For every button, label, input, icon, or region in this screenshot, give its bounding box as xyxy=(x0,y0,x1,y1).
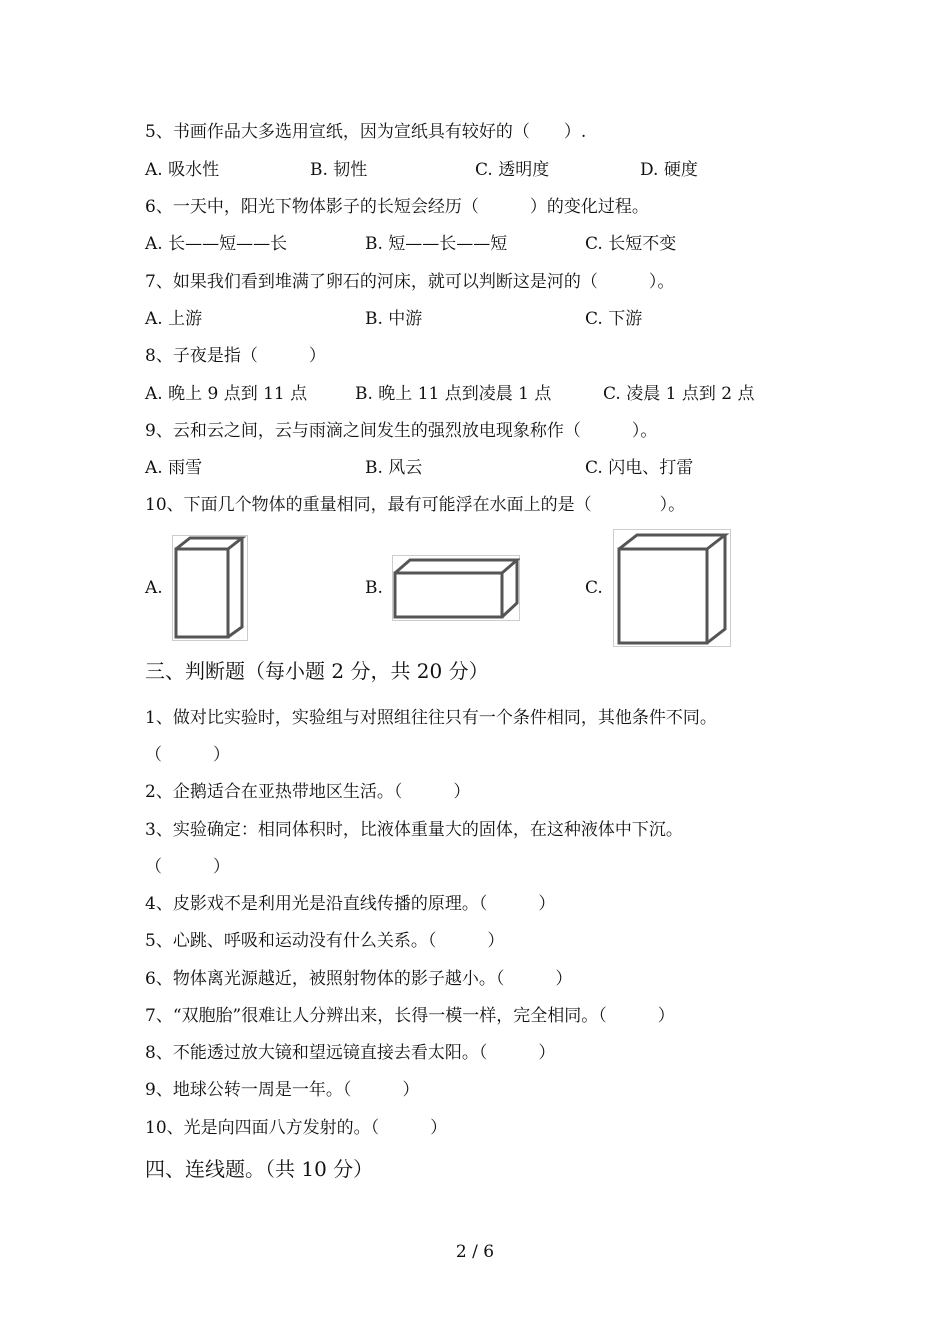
judge-item-10: 10、光是向四面八方发射的。（ ） xyxy=(145,1118,448,1138)
judge-item-7: 7、“双胞胎”很难让人分辨出来，长得一模一样，完全相同。（ ） xyxy=(145,1006,675,1026)
q10-option-a: A. xyxy=(145,578,163,598)
judge-item-3-blank: （ ） xyxy=(145,857,230,877)
judge-item-3: 3、实验确定：相同体积时，比液体重量大的固体，在这种液体中下沉。 xyxy=(145,820,683,840)
tall-box-figure xyxy=(172,535,248,641)
judge-item-9: 9、地球公转一周是一年。（ ） xyxy=(145,1080,420,1100)
judge-item-5: 5、心跳、呼吸和运动没有什么关系。（ ） xyxy=(145,931,505,951)
cube-figure xyxy=(613,529,731,647)
page-number: 2 / 6 xyxy=(455,1242,495,1262)
q8-option-b: B. 晚上 11 点到凌晨 1 点 xyxy=(355,384,552,404)
question-9: 9、云和云之间，云与雨滴之间发生的强烈放电现象称作（ ）。 xyxy=(145,421,658,441)
q7-option-b: B. 中游 xyxy=(365,309,423,329)
q9-option-b: B. 风云 xyxy=(365,458,423,478)
question-5: 5、书画作品大多选用宣纸，因为宣纸具有较好的（ ）. xyxy=(145,122,587,142)
long-flat-box-figure xyxy=(392,555,520,621)
q7-option-c: C. 下游 xyxy=(585,309,643,329)
judge-item-6: 6、物体离光源越近，被照射物体的影子越小。（ ） xyxy=(145,969,573,989)
q7-option-a: A. 上游 xyxy=(145,309,203,329)
q9-option-c: C. 闪电、打雷 xyxy=(585,458,694,478)
question-6: 6、一天中，阳光下物体影子的长短会经历（ ）的变化过程。 xyxy=(145,197,649,217)
q10-option-c: C. xyxy=(585,578,603,598)
judge-item-1-blank: （ ） xyxy=(145,745,230,765)
section-4-title: 四、连线题。（共 10 分） xyxy=(145,1157,374,1181)
q9-option-a: A. 雨雪 xyxy=(145,458,203,478)
section-3-title: 三、判断题（每小题 2 分，共 20 分） xyxy=(145,659,489,683)
q5-option-b: B. 韧性 xyxy=(310,160,368,180)
judge-item-1: 1、做对比实验时，实验组与对照组往往只有一个条件相同，其他条件不同。 xyxy=(145,708,717,728)
judge-item-8: 8、不能透过放大镜和望远镜直接去看太阳。（ ） xyxy=(145,1043,556,1063)
question-7: 7、如果我们看到堆满了卵石的河床，就可以判断这是河的（ ）。 xyxy=(145,272,675,292)
q6-option-c: C. 长短不变 xyxy=(585,234,677,254)
q10-option-b: B. xyxy=(365,578,383,598)
q5-option-c: C. 透明度 xyxy=(475,160,550,180)
question-10: 10、下面几个物体的重量相同，最有可能浮在水面上的是（ ）。 xyxy=(145,495,686,515)
q8-option-a: A. 晚上 9 点到 11 点 xyxy=(145,384,308,404)
q6-option-a: A. 长——短——长 xyxy=(145,234,288,254)
judge-item-2: 2、企鹅适合在亚热带地区生活。（ ） xyxy=(145,782,471,802)
q5-option-a: A. 吸水性 xyxy=(145,160,220,180)
q8-option-c: C. 凌晨 1 点到 2 点 xyxy=(603,384,755,404)
q5-option-d: D. 硬度 xyxy=(640,160,698,180)
judge-item-4: 4、皮影戏不是利用光是沿直线传播的原理。（ ） xyxy=(145,894,556,914)
q6-option-b: B. 短——长——短 xyxy=(365,234,508,254)
question-8: 8、子夜是指（ ） xyxy=(145,346,326,366)
